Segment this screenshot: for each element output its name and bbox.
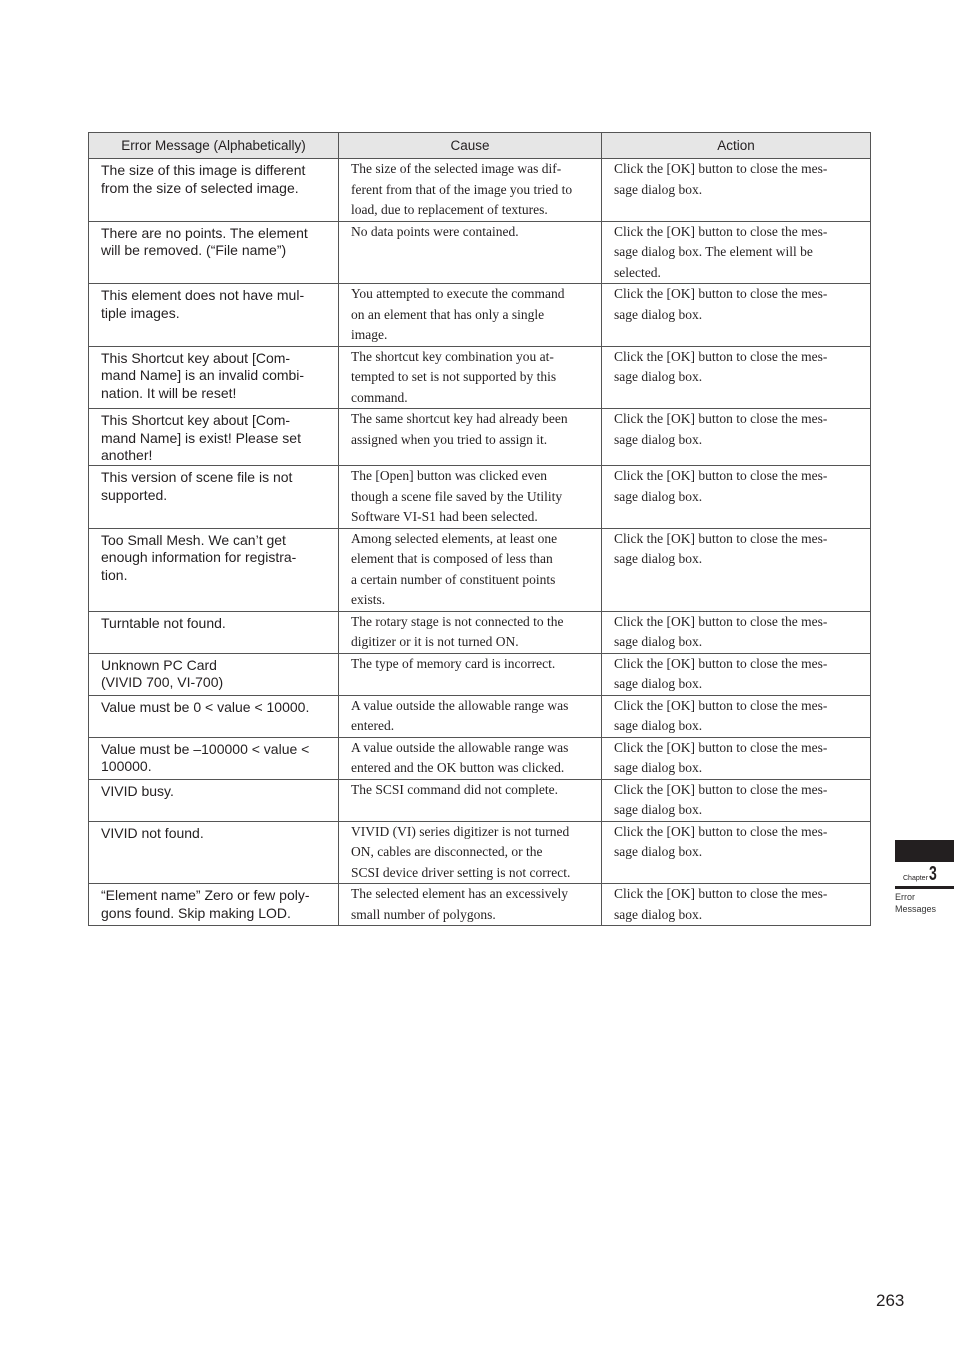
table-row [89,346,871,409]
error-message-cell: This Shortcut key about [Com- mand Name] is exist! Please set another! [89,409,339,466]
header-error-message: Error Message (Alphabetically) [89,133,339,159]
error-message-cell: The size of this image is different from the size of selected image. [89,159,339,222]
error-message-cell: Value must be –100000 < value < 100000. [89,737,339,779]
chapter-label [903,862,940,886]
section-label: Error Messages [895,892,937,914]
table-header-row [89,133,871,159]
table-row [89,221,871,284]
action-cell: Click the [OK] button to close the mes- sage dialog box. [602,737,871,779]
table-row [89,528,871,611]
action-cell: Click the [OK] button to close the mes- sage dialog box. [602,466,871,529]
chapter-divider [895,886,954,889]
table-row [89,884,871,926]
action-cell: Click the [OK] button to close the mes- sage dialog box. [602,821,871,884]
cause-cell: VIVID (VI) series digitizer is not turned ON, cables are disconnected, or the SCSI device driver setting is not correct. [339,821,602,884]
error-message-cell: This version of scene file is not supported. [89,466,339,529]
header-action: Action [602,133,871,159]
table-row [89,409,871,466]
table-row [89,611,871,653]
action-cell: Click the [OK] button to close the mes- sage dialog box. [602,284,871,347]
cause-cell: The [Open] button was clicked even though a scene file saved by the Utility Software VI-S1 had been selected. [339,466,602,529]
error-message-cell: There are no points. The element will be removed. (“File name”) [89,221,339,284]
cause-cell: The selected element has an excessively small number of polygons. [339,884,602,926]
page-number: 263 [876,1291,905,1310]
table-row [89,695,871,737]
cause-cell: A value outside the allowable range was entered and the OK button was clicked. [339,737,602,779]
error-message-cell: VIVID not found. [89,821,339,884]
action-cell: Click the [OK] button to close the mes- sage dialog box. [602,409,871,466]
cause-cell: The shortcut key combination you at- tempted to set is not supported by this command. [339,346,602,409]
chapter-number: 3 [928,863,937,885]
table-row [89,737,871,779]
table-row [89,284,871,347]
error-message-cell: Value must be 0 < value < 10000. [89,695,339,737]
error-message-cell: VIVID busy. [89,779,339,821]
error-message-cell: Too Small Mesh. We can’t get enough information for registra- tion. [89,528,339,611]
action-cell: Click the [OK] button to close the mes- sage dialog box. [602,695,871,737]
action-cell: Click the [OK] button to close the mes- sage dialog box. [602,884,871,926]
action-cell: Click the [OK] button to close the mes- sage dialog box. [602,346,871,409]
action-cell: Click the [OK] button to close the mes- sage dialog box. The element will be selected. [602,221,871,284]
action-cell: Click the [OK] button to close the mes- sage dialog box. [602,653,871,695]
table-row [89,821,871,884]
action-cell: Click the [OK] button to close the mes- sage dialog box. [602,528,871,611]
error-message-table [88,132,871,926]
action-cell: Click the [OK] button to close the mes- sage dialog box. [602,779,871,821]
cause-cell: A value outside the allowable range was entered. [339,695,602,737]
error-message-cell: This Shortcut key about [Com- mand Name] is an invalid combi- nation. It will be reset! [89,346,339,409]
table-row [89,653,871,695]
error-message-cell: Turntable not found. [89,611,339,653]
header-cause: Cause [339,133,602,159]
table-row [89,159,871,222]
error-message-cell: “Element name” Zero or few poly- gons found. Skip making LOD. [89,884,339,926]
table-row [89,779,871,821]
cause-cell: The size of the selected image was dif- ferent from that of the image you tried to load, due to replacement of textures. [339,159,602,222]
chapter-word: Chapter [903,875,928,882]
error-message-cell: Unknown PC Card (VIVID 700, VI-700) [89,653,339,695]
error-message-cell: This element does not have mul- tiple images. [89,284,339,347]
cause-cell: Among selected elements, at least one element that is composed of less than a certain number of constituent points exists. [339,528,602,611]
action-cell: Click the [OK] button to close the mes- sage dialog box. [602,611,871,653]
action-cell: Click the [OK] button to close the mes- sage dialog box. [602,159,871,222]
cause-cell: The SCSI command did not complete. [339,779,602,821]
cause-cell: The rotary stage is not connected to the digitizer or it is not turned ON. [339,611,602,653]
cause-cell: No data points were contained. [339,221,602,284]
cause-cell: The same shortcut key had already been assigned when you tried to assign it. [339,409,602,466]
table-row [89,466,871,529]
chapter-tab-marker [895,840,954,862]
cause-cell: The type of memory card is incorrect. [339,653,602,695]
cause-cell: You attempted to execute the command on an element that has only a single image. [339,284,602,347]
